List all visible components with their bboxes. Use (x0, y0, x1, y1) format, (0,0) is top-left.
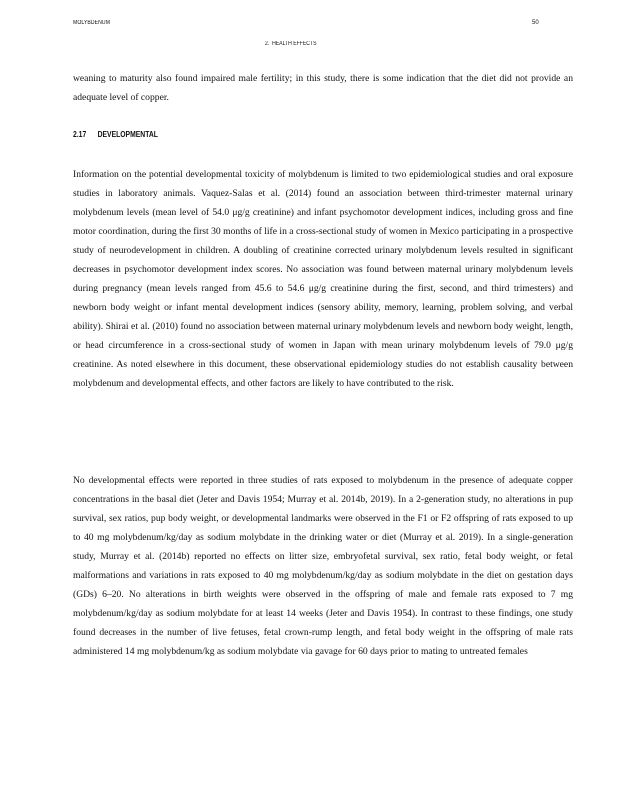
section-title: DEVELOPMENTAL (97, 130, 158, 139)
running-header-chapter: 2. HEALTH EFFECTS (265, 41, 317, 47)
continuation-paragraph: weaning to maturity also found impaired male fertility; in this study, there is some indication that the diet did not provide an adequate level of copper. (73, 73, 573, 103)
page-number: 50 (532, 20, 539, 26)
section-number: 2.17 (73, 130, 87, 139)
running-header-title: MOLYBDENUM (73, 20, 111, 26)
section-heading (73, 130, 158, 139)
body-paragraph: Information on the potential developmental toxicity of molybdenum is limited to two epidemiological studies and oral exposure studies in laboratory animals. Vaquez-Salas et al. (2014) found an association between third-trimester maternal urinary molybdenum levels (mean level of 54.0 μg/g creatinine) and infant psychomotor development indices, including gross and fine motor coordination, during the first 30 months of life in a cross-sectional study of women in Mexico participating in a prospective study of neurodevelopment in children. A doubling of creatinine corrected urinary molybdenum levels resulted in significant decreases in psychomotor development index scores. No association was found between maternal urinary molybdenum levels during pregnancy (mean levels ranged from 45.6 to 54.6 μg/g creatinine during the first, second, and third trimesters) and newborn body weight or infant mental development indices (sensory ability, memory, learning, problem solving, and verbal ability). Shirai et al. (2010) found no association between maternal urinary molybdenum levels and newborn body weight, length, or head circumference in a cross-sectional study of women in Japan with mean urinary molybdenum levels of 79.0 μg/g creatinine. As noted elsewhere in this document, these observational epidemiology studies do not establish causality between molybdenum and developmental effects, and other factors are likely to have contributed to the risk. (73, 169, 573, 389)
body-paragraph: No developmental effects were reported in three studies of rats exposed to molybdenum in the presence of adequate copper concentrations in the basal diet (Jeter and Davis 1954; Murray et al. 2014b, 2019). In a 2-generation study, no alterations in pup survival, sex ratios, pup body weight, or developmental landmarks were observed in the F1 or F2 offspring of rats exposed to up to 40 mg molybdenum/kg/day as sodium molybdate in the drinking water or diet (Murray et al. 2019). In a single-generation study, Murray et al. (2014b) reported no effects on litter size, embryofetal survival, sex ratio, fetal body weight, or fetal malformations and variations in rats exposed to 40 mg molybdenum/kg/day as sodium molybdate in the diet on gestation days (GDs) 6–20. No alterations in birth weights were observed in the offspring of male and female rats exposed to 7 mg molybdenum/kg/day as sodium molybdate for at least 14 weeks (Jeter and Davis 1954). In contrast to these findings, one study found decreases in the number of live fetuses, fetal crown-rump length, and fetal body weight in the offspring of male rats administered 14 mg molybdenum/kg as sodium molybdate via gavage for 60 days prior to mating to untreated females (73, 475, 573, 657)
